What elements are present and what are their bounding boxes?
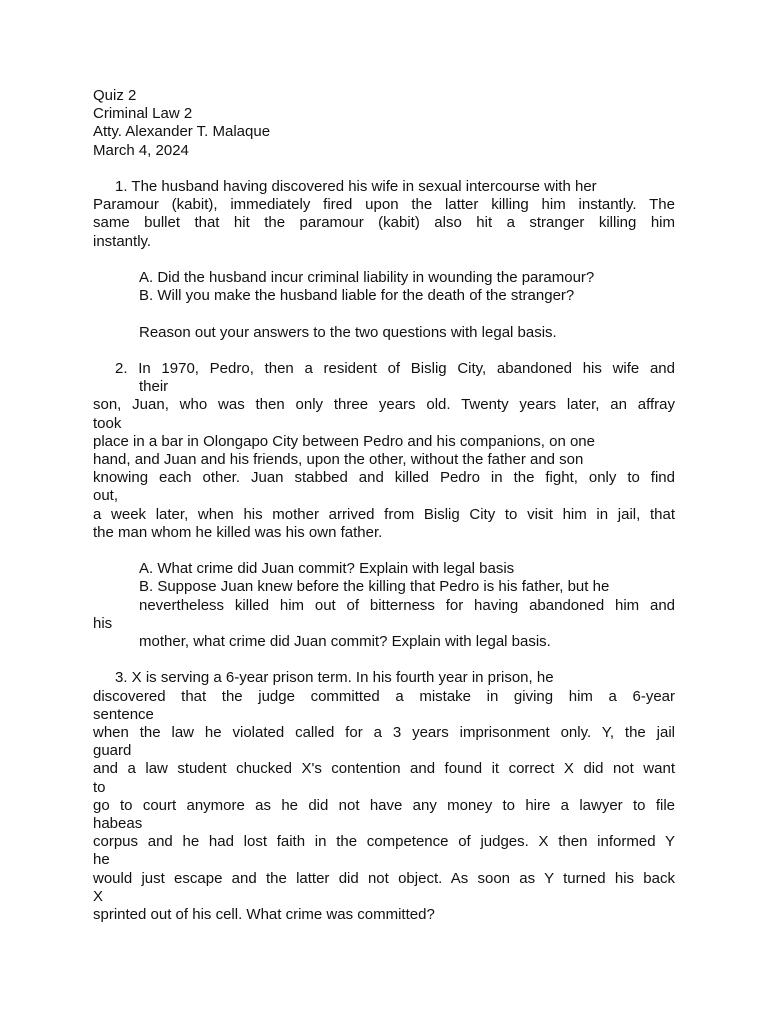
document-header [93, 87, 675, 160]
sub-question-a: A. What crime did Juan commit? Explain with legal basis [139, 560, 515, 578]
question-1 [93, 178, 675, 342]
question-text-line: to [93, 778, 106, 796]
question-2 [93, 360, 675, 651]
question-text-line: out, [93, 487, 119, 505]
question-text-line: and a law student chucked X's contention and found it correct X did not want [93, 760, 675, 778]
question-text-line: 3. X is serving a 6-year prison term. In his fourth year in prison, he [115, 669, 554, 687]
question-text-line: X [93, 887, 104, 905]
quiz-title: Quiz 2 [93, 87, 137, 104]
question-text-line: corpus and he had lost faith in the competence of judges. X then informed Y [93, 833, 675, 851]
question-text-line: habeas [93, 815, 143, 833]
question-text-segment: 2. In 1970, Pedro, then a resident of Bislig City, abandoned his wife and [115, 359, 675, 377]
sub-question-a: A. Did the husband incur criminal liability in wounding the paramour? [139, 269, 595, 286]
question-text-line [93, 360, 675, 378]
quiz-date: March 4, 2024 [93, 141, 189, 159]
question-text-line: discovered that the judge committed a mistake in giving him a 6-year [93, 687, 675, 705]
question-text-line: 1. The husband having discovered his wife in sexual intercourse with her [115, 178, 597, 195]
question-text-line: same bullet that hit the paramour (kabit) also hit a stranger killing him [93, 214, 675, 232]
sub-question-b-segment: nevertheless killed him out of bitterness for having abandoned him and [139, 596, 675, 614]
course-name: Criminal Law 2 [93, 105, 193, 123]
question-text-line: go to court anymore as he did not have any money to hire a lawyer to file [93, 796, 675, 814]
question-text-line: their [139, 378, 169, 396]
question-text-line: hand, and Juan and his friends, upon the other, without the father and son [93, 451, 584, 468]
question-text-line: he [93, 851, 110, 869]
document-page [93, 87, 675, 924]
sub-question-b-line [93, 597, 675, 615]
question-text-line: son, Juan, who was then only three years old. Twenty years later, an affray [93, 396, 675, 414]
sub-question-b-line: mother, what crime did Juan commit? Explain with legal basis. [139, 633, 551, 651]
question-text-line: sentence [93, 705, 154, 723]
question-instruction: Reason out your answers to the two questions with legal basis. [139, 323, 557, 341]
question-text-line: Paramour (kabit), immediately fired upon the latter killing him instantly. The [93, 196, 675, 214]
question-text-line: when the law he violated called for a 3 years imprisonment only. Y, the jail [93, 724, 675, 742]
sub-question-b: B. Will you make the husband liable for the death of the stranger? [139, 287, 575, 305]
instructor-name: Atty. Alexander T. Malaque [93, 123, 271, 141]
sub-question-b-line: B. Suppose Juan knew before the killing that Pedro is his father, but he [139, 578, 610, 596]
question-3 [93, 669, 675, 924]
question-text-line: place in a bar in Olongapo City between Pedro and his companions, on one [93, 432, 595, 450]
question-text-line: took [93, 414, 122, 432]
question-text-line: the man whom he killed was his own father. [93, 523, 383, 541]
question-text-line: knowing each other. Juan stabbed and killed Pedro in the fight, only to find [93, 469, 675, 487]
question-text-line: would just escape and the latter did not object. As soon as Y turned his back [93, 869, 675, 887]
question-text-line: guard [93, 742, 132, 760]
question-text-line: instantly. [93, 232, 152, 250]
sub-question-b-line: his [93, 614, 113, 632]
question-text-line: a week later, when his mother arrived from Bislig City to visit him in jail, that [93, 505, 675, 523]
question-text-line: sprinted out of his cell. What crime was committed? [93, 906, 435, 924]
